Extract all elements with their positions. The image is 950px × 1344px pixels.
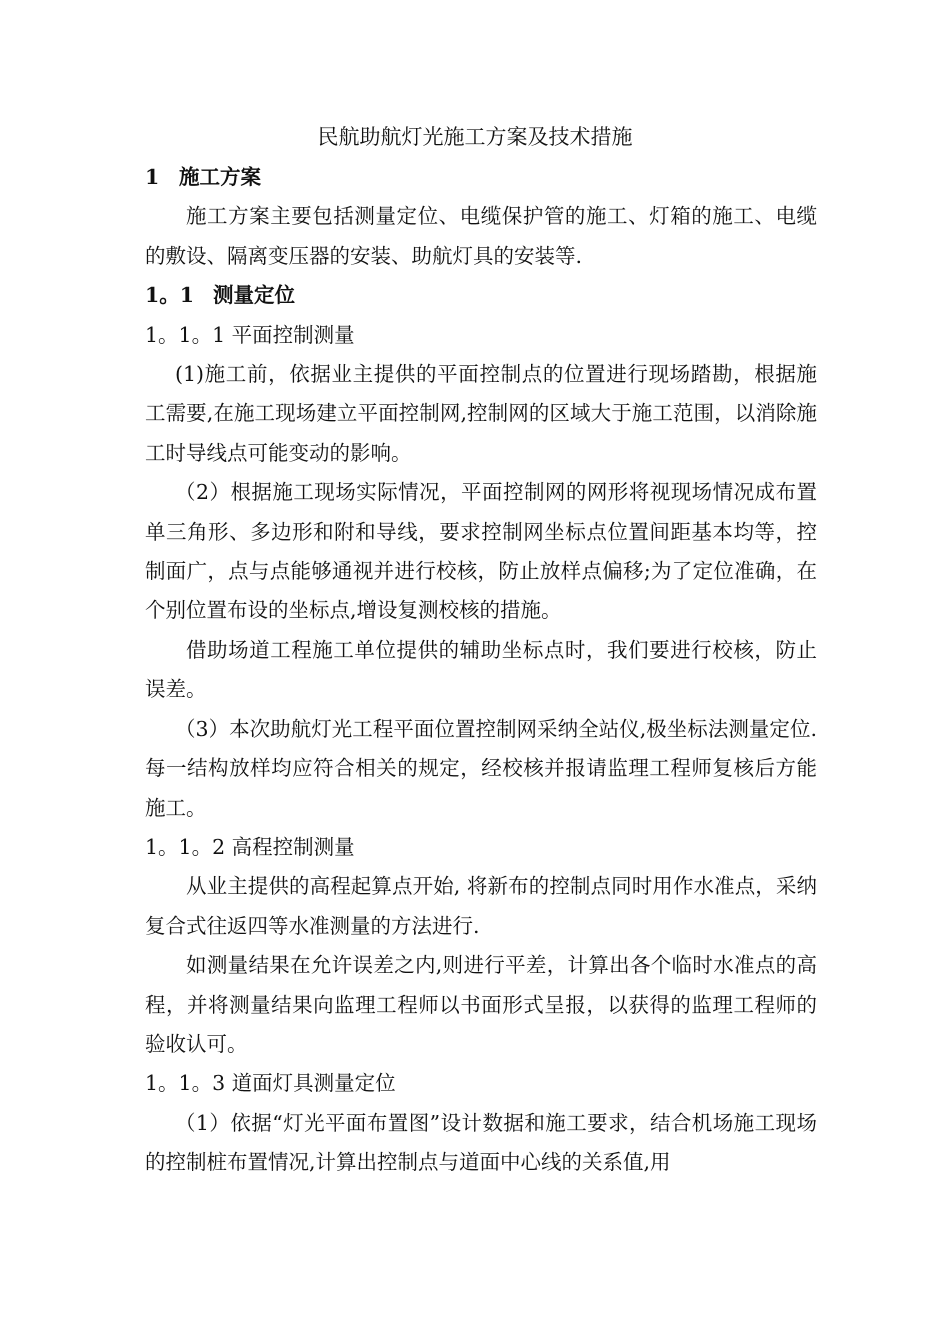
paragraph-elevation-1: 从业主提供的高程起算点开始, 将新布的控制点同时用作水准点，采纳复合式往返四等水准测量的方法进行. xyxy=(145,874,817,938)
section-heading-1-1-3: 1。1。3 道面灯具测量定位 xyxy=(145,1071,396,1096)
section-heading-1 xyxy=(145,158,817,197)
document-body xyxy=(145,158,817,1183)
paragraph-lamp-1: （1）依据“灯光平面布置图”设计数据和施工要求，结合机场施工现场的控制桩布置情况,计算出控制点与道面中心线的关系值,用 xyxy=(145,1110,817,1175)
section-heading-1-1-1: 1。1。1 平面控制测量 xyxy=(145,322,355,347)
paragraph-control-2: （2）根据施工现场实际情况，平面控制网的网形将视现场情况成布置单三角形、多边形和附和导线，要求控制网坐标点位置间距基本均等，控制面广，点与点能够通视并进行校核，防止放样点偏移;为了定位准确，在个别位置布设的坐标点,增设复测校核的措施。 xyxy=(145,480,817,623)
section-title: 测量定位 xyxy=(213,283,295,308)
section-number: 1 xyxy=(145,165,160,189)
document-title: 民航助航灯光施工方案及技术措施 xyxy=(317,125,633,149)
section-number: 1。1 xyxy=(145,283,195,308)
paragraph-control-4: （3）本次助航灯光工程平面位置控制网采纳全站仪,极坐标法测量定位.每一结构放样均应符合相关的规定，经校核并报请监理工程师复核后方能施工。 xyxy=(145,716,817,820)
section-heading-1-1 xyxy=(145,276,817,315)
paragraph-control-1: (1)施工前，依据业主提供的平面控制点的位置进行现场踏勘，根据施工需要,在施工现场建立平面控制网,控制网的区域大于施工范围，以消除施工时导线点可能变动的影响。 xyxy=(145,362,817,465)
section-title: 施工方案 xyxy=(179,165,261,189)
paragraph-intro: 施工方案主要包括测量定位、电缆保护管的施工、灯箱的施工、电缆的敷设、隔离变压器的安装、助航灯具的安装等. xyxy=(145,204,817,268)
paragraph-control-3: 借助场道工程施工单位提供的辅助坐标点时，我们要进行校核，防止误差。 xyxy=(145,637,817,702)
paragraph-elevation-2: 如测量结果在允许误差之内,则进行平差，计算出各个临时水准点的高程，并将测量结果向监理工程师以书面形式呈报，以获得的监理工程师的验收认可。 xyxy=(145,953,817,1056)
section-heading-1-1-2: 1。1。2 高程控制测量 xyxy=(145,834,355,859)
